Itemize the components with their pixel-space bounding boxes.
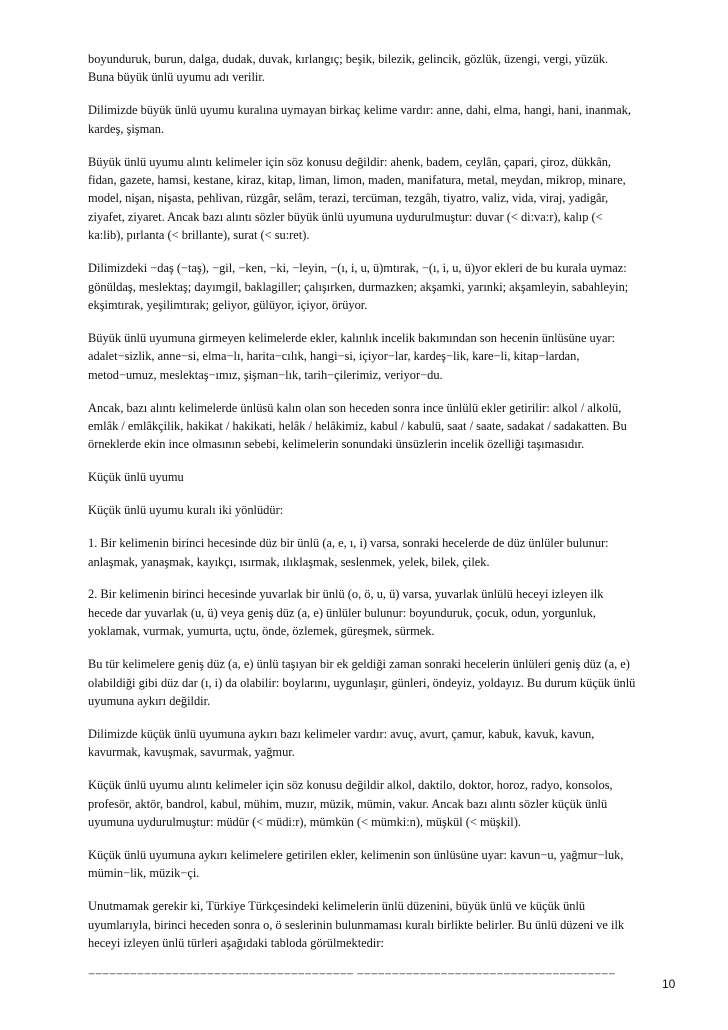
text-line: fidan, gazete, hamsi, kestane, kiraz, kitap, liman, limon, maden, manifatura, metal, meydan, mikrop, minare, bbox=[88, 173, 626, 188]
text-line: adalet−sizlik, anne−si, elma−lı, harita−cılık, hangi−si, içiyor−lar, kardeş−lik, kare−li, kitap−lardan, bbox=[88, 349, 580, 364]
separator-rule: −−−−−−−−−−−−−−−−−−−−−−−−−−−−−−−−−−−−−− −−−−−−−−−−−−−−−−−−−−−−−−−−−−−−−−−−−−− bbox=[88, 966, 616, 981]
paragraph bbox=[88, 897, 688, 952]
text-line: örneklerde ekin ince olmasının sebebi, kelimelerin sonundaki ünsüzlerin incelik özelliği taşımasıdır. bbox=[88, 437, 585, 452]
text-line: uyumuna uydurulmuştur: müdür (< müdi:r), mümkün (< mümki:n), müşkül (< müşkil). bbox=[88, 815, 521, 829]
text-line: Ancak, bazı alıntı kelimelerde ünlüsü kalın olan son heceden sonra ince ünlülü ekler getirilir: alkol / alkolü, bbox=[88, 400, 622, 415]
paragraph bbox=[88, 399, 688, 454]
text-line: anlaşmak, yanaşmak, kayıkçı, ısırmak, ılıklaşmak, seslenmek, yelek, bilek, çilek. bbox=[88, 554, 490, 569]
text-line: uyumlarıyla, birinci heceden sonra o, ö seslerinin bulunmaması kuralı birlikte belirler. Bu ünlü düzeni ve ilk bbox=[88, 917, 625, 932]
text-line: mümin−lik, müzik−çi. bbox=[88, 866, 200, 881]
paragraph bbox=[88, 585, 688, 640]
text-line: Küçük ünlü uyumu bbox=[88, 470, 184, 485]
text-line: boyunduruk, burun, dalga, dudak, duvak, kırlangıç; beşik, bilezik, gelincik, gözlük, üzengi, vergi, yüzük. bbox=[88, 52, 609, 66]
paragraph bbox=[88, 101, 688, 138]
text-line: emlâk / emlâkçilik, hakikat / hakikati, helâk / helâkimiz, kabul / kabulü, saat / saate, sadakat / sadakatten. Bu bbox=[88, 419, 627, 433]
text-line: Dilimizde küçük ünlü uyumuna aykırı bazı kelimeler vardır: avuç, avurt, çamur, kabuk, kavuk, kavun, bbox=[88, 726, 595, 741]
text-line: gönüldaş, meslektaş; dayımgil, baklagiller; çalışırken, durmazken; akşamki, yarınki; akşamleyin, sabahleyin; bbox=[88, 279, 629, 294]
text-line: 2. Bir kelimenin birinci hecesinde yuvarlak bir ünlü (o, ö, u, ü) varsa, yuvarlak ünlülü heceyi izleyen ilk bbox=[88, 587, 604, 602]
paragraph bbox=[88, 534, 688, 571]
paragraph bbox=[88, 329, 688, 384]
text-line: Buna büyük ünlü uyumu adı verilir. bbox=[88, 70, 265, 85]
text-line: uyumuna aykırı değildir. bbox=[88, 693, 211, 708]
paragraph bbox=[88, 501, 688, 519]
paragraph bbox=[88, 776, 688, 831]
text-line: Dilimizdeki −daş (−taş), −gil, −ken, −ki, −leyin, −(ı, i, u, ü)mtırak, −(ı, i, u, ü)yor ekleri de bu kurala uymaz: bbox=[88, 261, 627, 276]
text-line: olabildiği gibi düz dar (ı, i) da olabilir: boylarını, uygunlaşır, günleri, öndeyiz, yoldayız. Bu durum küçük ünlü bbox=[88, 675, 636, 690]
paragraph bbox=[88, 468, 688, 486]
text-line: yoklamak, vurmak, yumurta, uçtu, önde, özlemek, güreşmek, sürmek. bbox=[88, 624, 435, 639]
page-number: 10 bbox=[662, 977, 676, 991]
text-line: 1. Bir kelimenin birinci hecesinde düz bir ünlü (a, e, ı, i) varsa, sonraki hecelerde de düz ünlüler bulunur: bbox=[88, 536, 609, 551]
text-line: hecede dar yuvarlak (u, ü) veya geniş düz (a, e) ünlüler bulunur: boyunduruk, çocuk, odun, yorgunluk, bbox=[88, 605, 596, 620]
text-line: heceyi izleyen ünlü türleri aşağıdaki tabloda görülmektedir: bbox=[88, 936, 384, 951]
paragraph bbox=[88, 655, 688, 710]
text-line: Dilimizde büyük ünlü uyumu kuralına uymayan birkaç kelime vardır: anne, dahi, elma, hangi, hani, inanmak, bbox=[88, 103, 631, 118]
document-body bbox=[88, 50, 688, 983]
paragraph bbox=[88, 725, 688, 762]
text-line: Büyük ünlü uyumu alıntı kelimeler için söz konusu değildir: ahenk, badem, ceylân, çapari, çiroz, dükkân, bbox=[88, 154, 612, 169]
text-line: profesör, aktör, bandrol, kabul, mühim, muzır, müzik, mümin, vakur. Ancak bazı alıntı sözler küçük ünlü bbox=[88, 796, 608, 811]
text-line: Büyük ünlü uyumuna girmeyen kelimelerde ekler, kalınlık incelik bakımından son hecenin ünlüsüne uyar: bbox=[88, 330, 616, 345]
text-line: ekşimtırak, yeşilimtırak; geliyor, gülüyor, içiyor, örüyor. bbox=[88, 297, 368, 312]
text-line: ka:lib), pırlanta (< brillante), surat (< su:ret). bbox=[88, 228, 310, 243]
text-line: metod−umuz, meslektaş−ımız, şişman−lık, tarih−çilerimiz, veriyor−du. bbox=[88, 367, 443, 382]
text-line: ziyafet, ziyaret. Ancak bazı alıntı sözler büyük ünlü uyumuna uydurulmuştur: duvar (< di:va:r), kalıp (< bbox=[88, 209, 603, 224]
text-line: Küçük ünlü uyumuna aykırı kelimelere getirilen ekler, kelimenin son ünlüsüne uyar: kavun−u, yağmur−luk, bbox=[88, 847, 624, 862]
text-line: kavurmak, kavuşmak, savurmak, yağmur. bbox=[88, 745, 295, 760]
paragraph bbox=[88, 259, 688, 314]
text-line: Küçük ünlü uyumu kuralı iki yönlüdür: bbox=[88, 503, 284, 518]
text-line: Küçük ünlü uyumu alıntı kelimeler için söz konusu değildir alkol, daktilo, doktor, horoz, radyo, konsolos, bbox=[88, 778, 613, 793]
paragraph bbox=[88, 50, 688, 87]
text-line: kardeş, şişman. bbox=[88, 121, 165, 136]
text-line: Unutmamak gerekir ki, Türkiye Türkçesindeki kelimelerin ünlü düzenini, büyük ünlü ve küçük ünlü bbox=[88, 899, 586, 914]
text-line: model, nişan, nişasta, pehlivan, rüzgâr, selâm, terazi, tercüman, tezgâh, tiyatro, valiz, vida, viraj, yadigâr, bbox=[88, 191, 609, 206]
paragraph bbox=[88, 153, 688, 245]
text-line: Bu tür kelimelere geniş düz (a, e) ünlü taşıyan bir ek geldiği zaman sonraki hecelerin ünlüleri geniş düz (a, e) bbox=[88, 657, 630, 672]
paragraph bbox=[88, 846, 688, 883]
